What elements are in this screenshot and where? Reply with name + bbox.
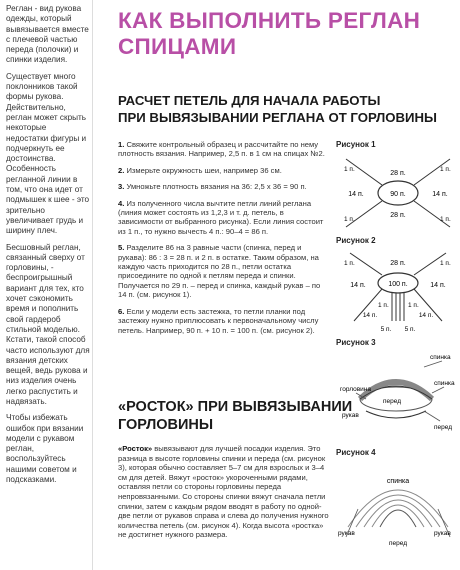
- fig2-corner-label: 1 п.: [408, 302, 419, 309]
- rostok-text: вывязывают для лучшей посадки изделия. Это разница в высоте горловины спинки и переда (см. рисунок 3), которая обычно составляет 5–7 см для взрослых и 3–4 см для детей. Вяжут «росток» укороченными рядами, оставляя петли со стороны горловины переда непровязанными. Со стороны спинки вяжут сначала петли спинки, затем с каждым рядом вводят в работу по одной-две петли от рукавов справа и слева до получения нужного количества петель (см. рисунок 4). Когда высота «ростка» не достигнет нужного размера.: [118, 444, 329, 540]
- section-heading-line: «РОСТОК» ПРИ ВЫВЯЗЫВАНИИ: [118, 399, 353, 415]
- fig4-front-label: перед: [388, 540, 408, 547]
- fig1-corner-label: 1 п.: [344, 166, 355, 173]
- step-text: Умножьте плотность вязания на 36: 2,5 х 36 = 90 п.: [126, 182, 307, 192]
- section-heading-line: РАСЧЕТ ПЕТЕЛЬ ДЛЯ НАЧАЛА РАБОТЫ: [118, 93, 381, 108]
- fig1-corner-label: 1 п.: [440, 166, 451, 173]
- fig1-corner-label: 1 п.: [344, 216, 355, 223]
- step-item: [118, 307, 330, 335]
- step-number: 4.: [118, 198, 125, 208]
- step-item: [118, 182, 330, 191]
- step-number: 6.: [118, 306, 125, 316]
- fig1-bottom-label: 28 п.: [390, 212, 406, 219]
- section-heading: [118, 92, 437, 126]
- fig2-corner-label: 1 п.: [344, 260, 355, 267]
- section-heading-line: ПРИ ВЫВЯЗЫВАНИИ РЕГЛАНА ОТ ГОРЛОВИНЫ: [118, 110, 437, 125]
- fig3-front2-label: перед: [434, 424, 453, 431]
- page-title-line: СПИЦАМИ: [118, 34, 237, 59]
- fig2-corner-label: 1 п.: [440, 260, 451, 267]
- steps-list: [118, 140, 330, 342]
- step-item: [118, 140, 330, 159]
- figure-label: Рисунок 1: [336, 140, 376, 149]
- step-number: 3.: [118, 182, 125, 192]
- fig4-sleeve-left-label: рукав: [338, 530, 355, 537]
- fig2-placket-right-label: 5 п.: [404, 326, 416, 333]
- page-title: [118, 8, 420, 60]
- fig4-sleeve-right-label: рукав: [434, 530, 451, 537]
- figure-4-diagram: [336, 457, 460, 549]
- sidebar: [6, 4, 90, 491]
- sidebar-paragraph: Чтобы избежать ошибок при вязании модели с рукавом реглан, воспользуйтесь нашими советом и подсказками.: [6, 413, 84, 485]
- figure-1-diagram: [336, 149, 460, 231]
- fig4-back-label: спинка: [386, 478, 410, 485]
- sidebar-paragraph: Существует много поклонников такой формы рукова. Действительно, реглан может скрыть некоторые недостатки фигуры и подчеркнуть ее достоинства. Особенность регланной линии в том, что она идет от подмышек к шее - это зрительно увеличивает грудь и ширину плеч.: [6, 71, 90, 236]
- fig1-top-label: 28 п.: [390, 170, 406, 177]
- section-heading-line: ГОРЛОВИНЫ: [118, 417, 214, 433]
- step-text: Из полученного числа вычтите петли линий реглана (линия может состоять из 1,2,3 и т. д. петель, в зависимости от выбранного рисунка). Если линия состоит из 1 п., то нужно вычесть 4 п.: 90–4 = 86 п.: [118, 198, 324, 236]
- sidebar-paragraph: Бесшовный реглан, связанный сверху от горловины, - беспроигрышный вариант для тех, кто хочет сэкономить время и пополнить свой гардероб стильной моделью. Кстати, такой способ часто используют для вязания детских вещей, ведь рукова и низ изделия очень легко распустить и надвязать.: [6, 242, 90, 406]
- step-number: 2.: [118, 165, 125, 175]
- fig2-corner-label: 1 п.: [378, 302, 389, 309]
- rostok-term: «Росток»: [118, 444, 153, 453]
- step-item: [118, 243, 330, 299]
- step-text: Разделите 86 на 3 равные части (спинка, перед и рукава): 86 : 3 = 28 п. и 2 п. в остатке. Таким образом, на каждую часть приходится по 28 п., петли остатка присоедините по одной к петлям переда и спинки. Получается по 29 п. – перед и спинка, каждый рукав – по 14 п. (см. рисунок 1).: [118, 243, 321, 300]
- step-text: Измерьте окружность шеи, например 36 см.: [126, 165, 282, 175]
- fig3-sleeve-label: рукав: [342, 412, 359, 419]
- step-item: [118, 166, 330, 175]
- step-item: [118, 199, 330, 237]
- fig1-corner-label: 1 п.: [440, 216, 451, 223]
- fig2-side-label: 14 п.: [362, 312, 378, 319]
- step-text: Свяжите контрольный образец и рассчитайте по нему плотность вязания. Например, 2,5 п. в 1 см на спицах №2.: [118, 140, 325, 159]
- fig2-placket-left-label: 5 п.: [380, 326, 392, 333]
- step-text: Если у модели есть застежка, то петли планки под застежку нужно приплюсовать к первоначальному числу петель. Например, 90 п. + 10 п. = 100 п. (см. рисунок 2).: [118, 306, 319, 335]
- fig2-left-label: 14 п.: [350, 282, 366, 289]
- step-number: 5.: [118, 243, 125, 253]
- figures-column: [336, 140, 460, 554]
- figure-3-diagram: [336, 347, 460, 443]
- sidebar-paragraph: Реглан - вид рукова одежды, который вывязывается вместе с плечевой частью переда (полочки) и спинки изделия.: [6, 4, 89, 65]
- figure-label: Рисунок 2: [336, 236, 376, 245]
- section-heading: [118, 398, 352, 434]
- step-number: 1.: [118, 140, 125, 149]
- figure-label: Рисунок 4: [336, 448, 376, 457]
- page-title-line: КАК ВЫПОЛНИТЬ РЕГЛАН: [118, 8, 421, 33]
- fig3-collar-label: горловина: [340, 386, 372, 393]
- fig2-center-label: 100 п.: [388, 281, 408, 288]
- fig3-back-label: спинка: [430, 354, 451, 361]
- rostok-paragraph: [118, 444, 330, 540]
- column-divider: [92, 0, 93, 570]
- fig2-top-label: 28 п.: [390, 260, 406, 267]
- figure-2-diagram: [336, 245, 460, 333]
- fig3-front-label: перед: [382, 398, 402, 405]
- figure-label: Рисунок 3: [336, 338, 376, 347]
- fig2-side-label: 14 п.: [418, 312, 434, 319]
- fig1-left-label: 14 п.: [348, 191, 364, 198]
- fig1-right-label: 14 п.: [432, 191, 448, 198]
- fig1-center-label: 90 п.: [390, 191, 406, 198]
- fig2-right-label: 14 п.: [430, 282, 446, 289]
- fig3-back2-label: спинка: [434, 380, 455, 387]
